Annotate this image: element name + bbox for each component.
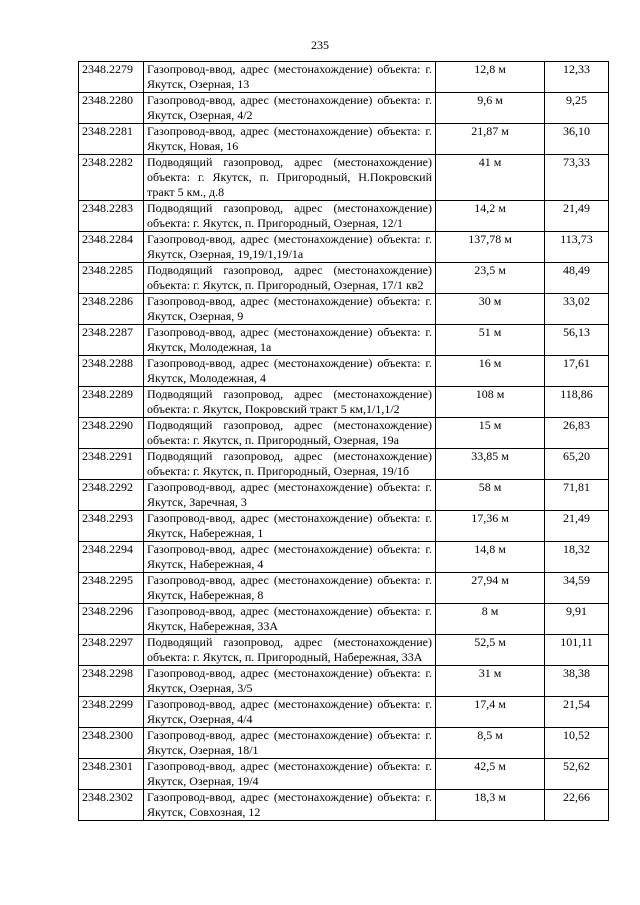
row-number-cell: 2348.2301 [79, 759, 144, 790]
value-cell: 10,52 [545, 728, 609, 759]
object-description-cell: Газопровод-ввод, адрес (местонахождение) объекта: г. Якутск, Озерная, 19/4 [144, 759, 436, 790]
length-cell: 23,5 м [436, 263, 545, 294]
table-row [79, 759, 609, 790]
object-description-cell: Газопровод-ввод, адрес (местонахождение) объекта: г. Якутск, Озерная, 9 [144, 294, 436, 325]
value-cell: 9,91 [545, 604, 609, 635]
length-cell: 8 м [436, 604, 545, 635]
row-number-cell: 2348.2285 [79, 263, 144, 294]
row-number-cell: 2348.2287 [79, 325, 144, 356]
value-cell: 118,86 [545, 387, 609, 418]
value-cell: 52,62 [545, 759, 609, 790]
table-row [79, 449, 609, 480]
row-number-cell: 2348.2290 [79, 418, 144, 449]
table-row [79, 573, 609, 604]
table-row [79, 418, 609, 449]
object-description-cell: Газопровод-ввод, адрес (местонахождение) объекта: г. Якутск, Озерная, 19,19/1,19/1а [144, 232, 436, 263]
object-description-cell: Газопровод-ввод, адрес (местонахождение) объекта: г. Якутск, Молодежная, 4 [144, 356, 436, 387]
length-cell: 21,87 м [436, 124, 545, 155]
length-cell: 33,85 м [436, 449, 545, 480]
table-row [79, 232, 609, 263]
object-description-cell: Газопровод-ввод, адрес (местонахождение) объекта: г. Якутск, Набережная, 1 [144, 511, 436, 542]
row-number-cell: 2348.2300 [79, 728, 144, 759]
row-number-cell: 2348.2293 [79, 511, 144, 542]
length-cell: 27,94 м [436, 573, 545, 604]
table-row [79, 124, 609, 155]
value-cell: 36,10 [545, 124, 609, 155]
table-row [79, 294, 609, 325]
row-number-cell: 2348.2282 [79, 155, 144, 201]
length-cell: 108 м [436, 387, 545, 418]
length-cell: 51 м [436, 325, 545, 356]
table-row [79, 666, 609, 697]
table-row [79, 356, 609, 387]
object-description-cell: Подводящий газопровод, адрес (местонахождение) объекта: г. Якутск, п. Пригородный, Озерная, 17/1 кв2 [144, 263, 436, 294]
row-number-cell: 2348.2292 [79, 480, 144, 511]
page-number: 235 [311, 38, 329, 52]
row-number-cell: 2348.2280 [79, 93, 144, 124]
object-description-cell: Газопровод-ввод, адрес (местонахождение) объекта: г. Якутск, Набережная, 33А [144, 604, 436, 635]
object-description-cell: Газопровод-ввод, адрес (местонахождение) объекта: г. Якутск, Молодежная, 1а [144, 325, 436, 356]
row-number-cell: 2348.2279 [79, 62, 144, 93]
row-number-cell: 2348.2298 [79, 666, 144, 697]
value-cell: 26,83 [545, 418, 609, 449]
value-cell: 101,11 [545, 635, 609, 666]
object-description-cell: Подводящий газопровод, адрес (местонахождение) объекта: г. Якутск, п. Пригородный, Набережная, 33А [144, 635, 436, 666]
object-description-cell: Подводящий газопровод, адрес (местонахождение) объекта: г. Якутск, п. Пригородный, Н.Покровский тракт 5 км., д.8 [144, 155, 436, 201]
object-description-cell: Газопровод-ввод, адрес (местонахождение) объекта: г. Якутск, Озерная, 18/1 [144, 728, 436, 759]
row-number-cell: 2348.2296 [79, 604, 144, 635]
object-description-cell: Подводящий газопровод, адрес (местонахождение) объекта: г. Якутск, п. Пригородный, Озерная, 19/1б [144, 449, 436, 480]
object-description-cell: Газопровод-ввод, адрес (местонахождение) объекта: г. Якутск, Озерная, 4/4 [144, 697, 436, 728]
table-row [79, 480, 609, 511]
table-row [79, 201, 609, 232]
registry-table [78, 61, 609, 821]
table-row [79, 263, 609, 294]
value-cell: 65,20 [545, 449, 609, 480]
registry-table-body [79, 62, 609, 821]
length-cell: 15 м [436, 418, 545, 449]
value-cell: 17,61 [545, 356, 609, 387]
row-number-cell: 2348.2289 [79, 387, 144, 418]
object-description-cell: Газопровод-ввод, адрес (местонахождение) объекта: г. Якутск, Озерная, 4/2 [144, 93, 436, 124]
value-cell: 9,25 [545, 93, 609, 124]
table-row [79, 790, 609, 821]
table-row [79, 511, 609, 542]
value-cell: 48,49 [545, 263, 609, 294]
value-cell: 38,38 [545, 666, 609, 697]
table-row [79, 542, 609, 573]
row-number-cell: 2348.2288 [79, 356, 144, 387]
length-cell: 14,8 м [436, 542, 545, 573]
length-cell: 8,5 м [436, 728, 545, 759]
object-description-cell: Подводящий газопровод, адрес (местонахождение) объекта: г. Якутск, Покровский тракт 5 км,1/1,1/2 [144, 387, 436, 418]
table-row [79, 155, 609, 201]
value-cell: 18,32 [545, 542, 609, 573]
length-cell: 42,5 м [436, 759, 545, 790]
value-cell: 34,59 [545, 573, 609, 604]
row-number-cell: 2348.2284 [79, 232, 144, 263]
table-row [79, 728, 609, 759]
length-cell: 52,5 м [436, 635, 545, 666]
value-cell: 12,33 [545, 62, 609, 93]
length-cell: 58 м [436, 480, 545, 511]
object-description-cell: Газопровод-ввод, адрес (местонахождение) объекта: г. Якутск, Озерная, 13 [144, 62, 436, 93]
object-description-cell: Газопровод-ввод, адрес (местонахождение) объекта: г. Якутск, Набережная, 8 [144, 573, 436, 604]
row-number-cell: 2348.2294 [79, 542, 144, 573]
object-description-cell: Подводящий газопровод, адрес (местонахождение) объекта: г. Якутск, п. Пригородный, Озерная, 12/1 [144, 201, 436, 232]
length-cell: 17,36 м [436, 511, 545, 542]
object-description-cell: Газопровод-ввод, адрес (местонахождение) объекта: г. Якутск, Набережная, 4 [144, 542, 436, 573]
length-cell: 16 м [436, 356, 545, 387]
value-cell: 113,73 [545, 232, 609, 263]
length-cell: 30 м [436, 294, 545, 325]
length-cell: 137,78 м [436, 232, 545, 263]
row-number-cell: 2348.2286 [79, 294, 144, 325]
object-description-cell: Газопровод-ввод, адрес (местонахождение) объекта: г. Якутск, Заречная, 3 [144, 480, 436, 511]
value-cell: 22,66 [545, 790, 609, 821]
row-number-cell: 2348.2283 [79, 201, 144, 232]
table-row [79, 325, 609, 356]
length-cell: 31 м [436, 666, 545, 697]
value-cell: 21,49 [545, 511, 609, 542]
table-row [79, 635, 609, 666]
object-description-cell: Подводящий газопровод, адрес (местонахождение) объекта: г. Якутск, п. Пригородный, Озерная, 19а [144, 418, 436, 449]
table-row [79, 93, 609, 124]
row-number-cell: 2348.2281 [79, 124, 144, 155]
value-cell: 56,13 [545, 325, 609, 356]
value-cell: 21,49 [545, 201, 609, 232]
table-row [79, 62, 609, 93]
row-number-cell: 2348.2302 [79, 790, 144, 821]
value-cell: 21,54 [545, 697, 609, 728]
value-cell: 33,02 [545, 294, 609, 325]
length-cell: 18,3 м [436, 790, 545, 821]
length-cell: 9,6 м [436, 93, 545, 124]
object-description-cell: Газопровод-ввод, адрес (местонахождение) объекта: г. Якутск, Совхозная, 12 [144, 790, 436, 821]
row-number-cell: 2348.2299 [79, 697, 144, 728]
table-row [79, 697, 609, 728]
length-cell: 14,2 м [436, 201, 545, 232]
object-description-cell: Газопровод-ввод, адрес (местонахождение) объекта: г. Якутск, Новая, 16 [144, 124, 436, 155]
table-row [79, 604, 609, 635]
row-number-cell: 2348.2295 [79, 573, 144, 604]
length-cell: 41 м [436, 155, 545, 201]
value-cell: 73,33 [545, 155, 609, 201]
value-cell: 71,81 [545, 480, 609, 511]
row-number-cell: 2348.2297 [79, 635, 144, 666]
row-number-cell: 2348.2291 [79, 449, 144, 480]
length-cell: 12,8 м [436, 62, 545, 93]
length-cell: 17,4 м [436, 697, 545, 728]
table-row [79, 387, 609, 418]
object-description-cell: Газопровод-ввод, адрес (местонахождение) объекта: г. Якутск, Озерная, 3/5 [144, 666, 436, 697]
